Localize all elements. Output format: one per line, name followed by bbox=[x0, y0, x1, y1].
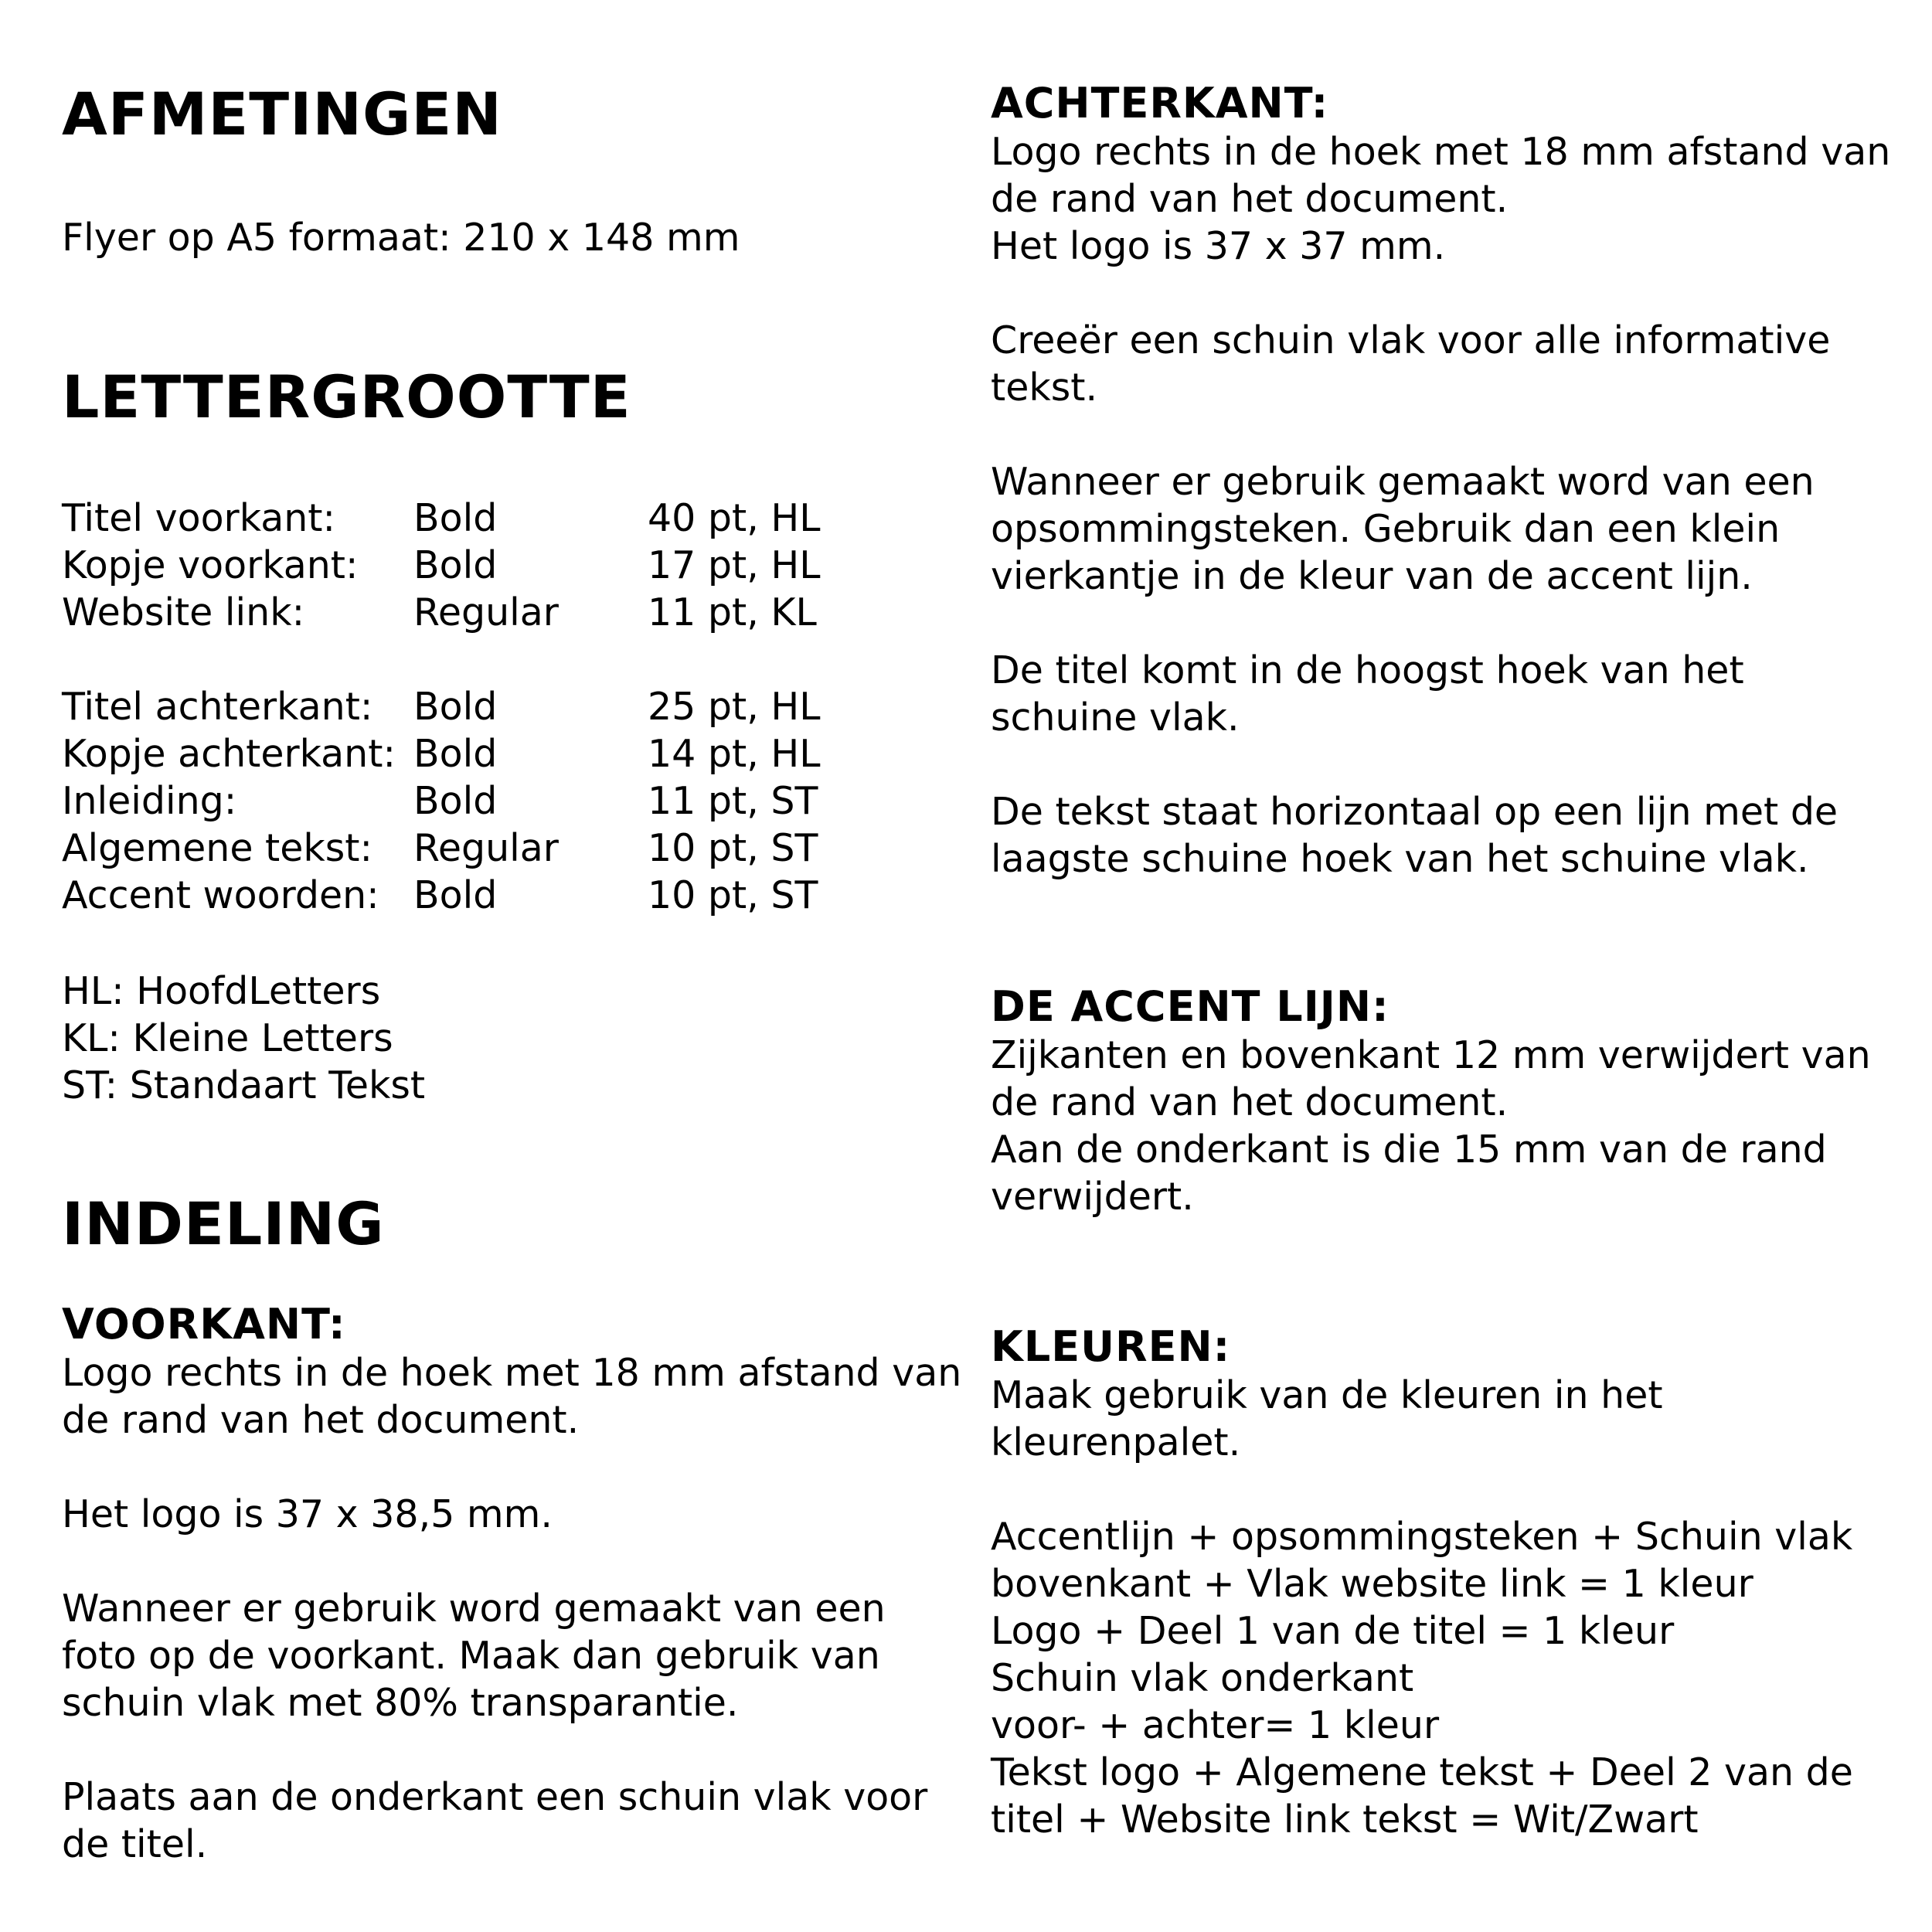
row-label: Titel achterkant: bbox=[62, 685, 373, 729]
font-size-row bbox=[62, 683, 821, 730]
abbreviation-legend: HL: HoofdLetters KL: Kleine Letters ST: Standaart Tekst bbox=[62, 969, 426, 1107]
row-weight: Regular bbox=[413, 826, 559, 870]
row-spacer bbox=[62, 636, 821, 683]
row-label: Accent woorden: bbox=[62, 873, 379, 917]
font-size-row bbox=[62, 777, 821, 825]
row-weight: Regular bbox=[413, 590, 559, 634]
row-size: 10 pt, ST bbox=[648, 873, 818, 917]
row-weight: Bold bbox=[413, 732, 498, 776]
font-size-row bbox=[62, 825, 821, 872]
row-size: 17 pt, HL bbox=[648, 543, 821, 587]
achterkant-text: Logo rechts in de hoek met 18 mm afstand van de rand van het document. Het logo is 37 x 37 mm. Creeër een schuin vlak voor alle informative tekst. Wanneer er gebruik gemaakt word van een opsommingsteken. Gebruik dan een klein vierkantje in de kleur van de accent lijn. De titel komt in de hoogst hoek van het schuine vlak. De tekst staat horizontaal op een lijn met de laagste schuine hoek van het schuine vlak. bbox=[991, 130, 1891, 881]
indeling-heading: INDELING bbox=[62, 1189, 385, 1258]
row-weight: Bold bbox=[413, 496, 498, 540]
row-label: Algemene tekst: bbox=[62, 826, 373, 870]
font-size-row bbox=[62, 542, 821, 589]
row-label: Website link: bbox=[62, 590, 305, 634]
font-size-row bbox=[62, 589, 821, 636]
row-weight: Bold bbox=[413, 543, 498, 587]
row-size: 25 pt, HL bbox=[648, 685, 821, 729]
lettergrootte-heading: LETTERGROOTTE bbox=[62, 362, 631, 431]
row-size: 40 pt, HL bbox=[648, 496, 821, 540]
voorkant-text: Logo rechts in de hoek met 18 mm afstand van de rand van het document. Het logo is 37 x 38,5 mm. Wanneer er gebruik word gemaakt van een foto op de voorkant. Maak dan gebruik van schuin vlak met 80% transparantie. Plaats aan de onderkant een schuin vlak voor de titel. bbox=[62, 1351, 962, 1866]
accent-lijn-text: Zijkanten en bovenkant 12 mm verwijdert van de rand van het document. Aan de onderkant is die 15 mm van de rand verwijdert. bbox=[991, 1033, 1871, 1219]
row-label: Kopje achterkant: bbox=[62, 732, 396, 776]
font-size-table bbox=[62, 495, 821, 919]
font-size-row bbox=[62, 872, 821, 919]
row-label: Titel voorkant: bbox=[62, 496, 336, 540]
kleuren-text: Maak gebruik van de kleuren in het kleurenpalet. Accentlijn + opsommingsteken + Schuin vlak bovenkant + Vlak website link = 1 kleur Logo + Deel 1 van de titel = 1 kleur Schuin vlak onderkant voor- + achter= 1 kleur Tekst logo + Algemene tekst + Deel 2 van de titel + Website link tekst = Wit/Zwart bbox=[991, 1373, 1853, 1842]
row-label: Inleiding: bbox=[62, 779, 237, 823]
voorkant-heading: VOORKANT: bbox=[62, 1300, 346, 1349]
row-label: Kopje voorkant: bbox=[62, 543, 359, 587]
accent-lijn-heading: DE ACCENT LIJN: bbox=[991, 982, 1389, 1031]
afmetingen-heading: AFMETINGEN bbox=[62, 80, 502, 148]
achterkant-heading: ACHTERKANT: bbox=[991, 79, 1329, 128]
kleuren-heading: KLEUREN: bbox=[991, 1322, 1231, 1371]
font-size-row bbox=[62, 730, 821, 777]
row-weight: Bold bbox=[413, 685, 498, 729]
row-size: 14 pt, HL bbox=[648, 732, 821, 776]
row-weight: Bold bbox=[413, 779, 498, 823]
row-size: 11 pt, KL bbox=[648, 590, 817, 634]
row-weight: Bold bbox=[413, 873, 498, 917]
row-size: 10 pt, ST bbox=[648, 826, 818, 870]
afmetingen-text: Flyer op A5 formaat: 210 x 148 mm bbox=[62, 216, 740, 260]
row-size: 11 pt, ST bbox=[648, 779, 818, 823]
font-size-row bbox=[62, 495, 821, 542]
